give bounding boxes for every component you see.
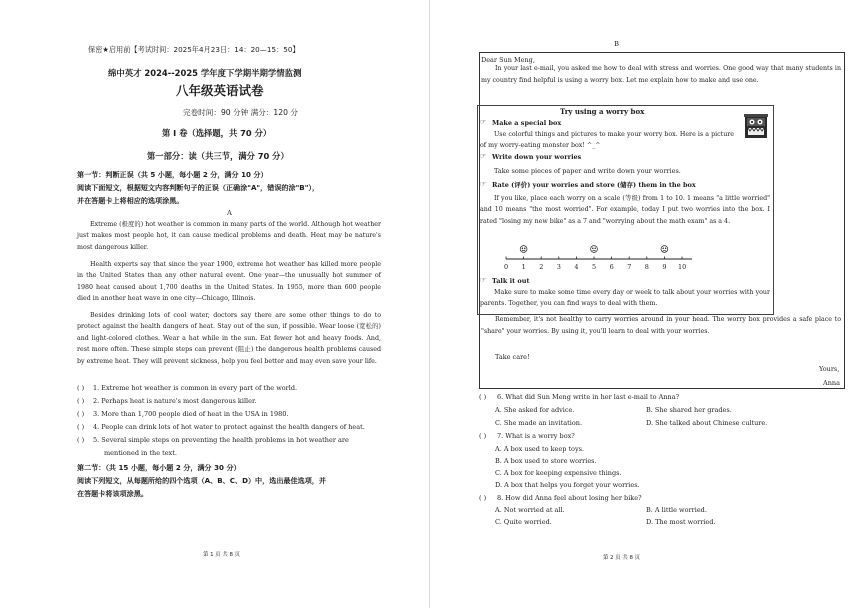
letter-signature: Anna [823, 379, 840, 387]
scale-tick-label: 1 [521, 263, 526, 271]
page-number: 第 1 页 共 8 页 [203, 552, 240, 558]
scale-tick-label: 2 [539, 263, 544, 271]
answer-bracket: ( ) [479, 432, 487, 440]
section1-instructions-cont: 并在答题卡上将相应的选项涂黑。 [77, 196, 184, 205]
statement-1: 1. Extreme hot weather is common in every part of the world. [93, 384, 298, 392]
section2-heading: 第二节：（共 15 小题，每小题 2 分，满分 30 分） [77, 463, 241, 472]
volume-heading: 第 I 卷（选择题，共 70 分） [162, 128, 272, 138]
statement-5-continued: mentioned in the text. [104, 449, 177, 457]
pointing-hand-icon: ☞ [480, 180, 487, 188]
answer-bracket: ( ) [77, 436, 85, 444]
passage-b-label: B [614, 40, 619, 48]
step-2-body: Take some pieces of paper and write down your worries. [494, 167, 681, 175]
question-7-option: C. A box for keeping expensive things. [495, 469, 622, 477]
exam-time-header: 保密★启用前【考试时间：2025年4月23日：14：20—15：50】 [88, 45, 300, 54]
scale-tick-label: 8 [644, 263, 649, 271]
answer-bracket: ( ) [479, 393, 487, 401]
letter-greeting: Dear Sun Meng, [481, 56, 535, 64]
question-6-option: A. She asked for advice. [495, 406, 575, 414]
passage-a-paragraph: Besides drinking lots of cool water, doctors say there are some other things to do to protect against the health dangers of heat. Stay out of the sun, if possible. Wear loose (宽松的) and light-colored clothes. Wear a hat while in the sun. Eat fewer hot and heavy foods. And, rest more often. These simple steps can prevent (阻止) the dangerous health problems caused by extreme heat. They will prevent sickness, help you feel better and may even save your life. [77, 312, 381, 365]
scale-tick-label: 3 [556, 263, 561, 271]
step-3-body: If you like, place each worry on a scale (等级) from 1 to 10. 1 means "a little worried" and 10 means "the most worried". For example, today I put two worries into the box. I rated "losing my new bike" as a 7 and "worrying about the math exam" as a 4. [480, 195, 770, 225]
scale-tick-label: 9 [662, 263, 667, 271]
step-1-title: Make a special box [492, 119, 562, 127]
part-heading: 第一部分：读（共三节，满分 70 分） [147, 151, 289, 161]
scale-tick-label: 10 [678, 263, 687, 271]
neutral-face-icon [591, 246, 598, 253]
answer-bracket: ( ) [77, 410, 85, 418]
answer-bracket: ( ) [77, 397, 85, 405]
step-1-body: Use colorful things and pictures to make your worry box. Here is a picture of my worry-eating monster box! ^_^ [480, 131, 734, 150]
scale-tick-label: 7 [627, 263, 632, 271]
step-4-title: Talk it out [492, 277, 530, 285]
section1-instructions: 阅读下面短文，根据短文内容判断句子的正误（正确涂"A"，错误的涂"B"）， [77, 183, 320, 192]
passage-a-label: A [227, 209, 232, 217]
school-line: 绵中英才 2024--2025 学年度下学期半期学情监测 [108, 68, 302, 78]
pointing-hand-icon: ☞ [480, 152, 487, 160]
question-8-stem: 8. How did Anna feel about losing her bike? [497, 494, 642, 502]
scale-tick-label: 6 [609, 263, 614, 271]
question-6-option: C. She made an invitation. [495, 419, 583, 427]
answer-bracket: ( ) [77, 384, 85, 392]
page-title: 八年级英语试卷 [176, 83, 264, 98]
statement-2: 2. Perhaps heat is nature's most dangerous killer. [93, 397, 257, 405]
guide-title: Try using a worry box [560, 107, 645, 116]
passage-a-paragraph: Health experts say that since the year 1900, extreme hot weather has killed more people in the United States than any other natural event. One year—the unusually hot summer of 1980 heat caused about 1,700 deaths in the United States. In 1955, more than 600 people died in another heat wave in one city—Chicago, Illinois. [77, 261, 381, 303]
letter-intro: In your last e-mail, you asked me how to deal with stress and worries. One good way that many students in my country find helpful is using a worry box. Let me explain how to make and use one. [481, 65, 841, 84]
monster-box-picture [744, 114, 768, 139]
step-3-title: Rate (评价) your worries and store (储存) them in the box [492, 181, 696, 189]
pointing-hand-icon: ☞ [480, 276, 487, 284]
statement-3: 3. More than 1,700 people died of heat in the USA in 1980. [93, 410, 289, 418]
statement-4: 4. People can drink lots of hot water to protect against the health dangers of heat. [93, 423, 365, 431]
time-and-score: 完卷时间：90 分钟 满分：120 分 [183, 108, 298, 117]
question-6-option: D. She talked about Chinese culture. [646, 419, 768, 427]
letter-yours: Yours, [819, 365, 840, 373]
letter-sign-off: Take care! [495, 353, 530, 361]
step-2-title: Write down your worries [492, 153, 582, 161]
scale-tick-label: 0 [504, 263, 509, 271]
question-6-option: B. She shared her grades. [646, 406, 732, 414]
statement-5: 5. Several simple steps on preventing the health problems in hot weather are [93, 436, 349, 444]
page-number: 第 2 页 共 8 页 [603, 555, 640, 561]
answer-bracket: ( ) [479, 494, 487, 502]
sad-face-icon [661, 246, 668, 253]
section1-heading: 第一节：判断正误（共 5 小题，每小题 2 分，满分 10 分） [77, 170, 268, 179]
question-7-option: B. A box used to store worries. [495, 457, 597, 465]
question-7-option: D. A box that helps you forget your worries. [495, 481, 640, 489]
passage-a-paragraph: Extreme (极度的) hot weather is common in many parts of the world. Although hot weather just makes most people hot, it can cause medical problems and death. Heat may be nature's most dangerous killer. [77, 221, 381, 251]
question-8-option: A. Not worried at all. [495, 506, 565, 514]
question-7-option: A. A box used to keep toys. [495, 445, 585, 453]
question-6-stem: 6. What did Sun Meng write in her last e-mail to Anna? [497, 393, 680, 401]
question-8-option: D. The most worried. [646, 518, 716, 526]
question-8-option: B. A little worried. [646, 506, 707, 514]
question-7-stem: 7. What is a worry box? [497, 432, 575, 440]
scale-tick-label: 4 [574, 263, 579, 271]
worry-rating-scale [500, 242, 700, 276]
question-8-option: C. Quite worried. [495, 518, 552, 526]
answer-bracket: ( ) [77, 423, 85, 431]
section2-instructions: 阅读下列短文，从每题所给的四个选项（A、B、C、D）中，选出最佳选项，并 [77, 476, 326, 485]
letter-closing-paragraph: Remember, it's not healthy to carry worries around in your head. The worry box provides a safe place to "share" your worries. By using it, you'll learn to deal with your worries. [481, 316, 841, 335]
smiley-face-icon [520, 246, 527, 253]
step-4-body: Make sure to make some time every day or week to talk about your worries with your parents. Together, you can find ways to deal with them. [480, 289, 770, 308]
scale-tick-label: 5 [592, 263, 597, 271]
section2-instructions-cont: 在答题卡将该项涂黑。 [77, 489, 148, 498]
pointing-hand-icon: ☞ [480, 118, 487, 126]
exam-page-2 [430, 0, 860, 608]
